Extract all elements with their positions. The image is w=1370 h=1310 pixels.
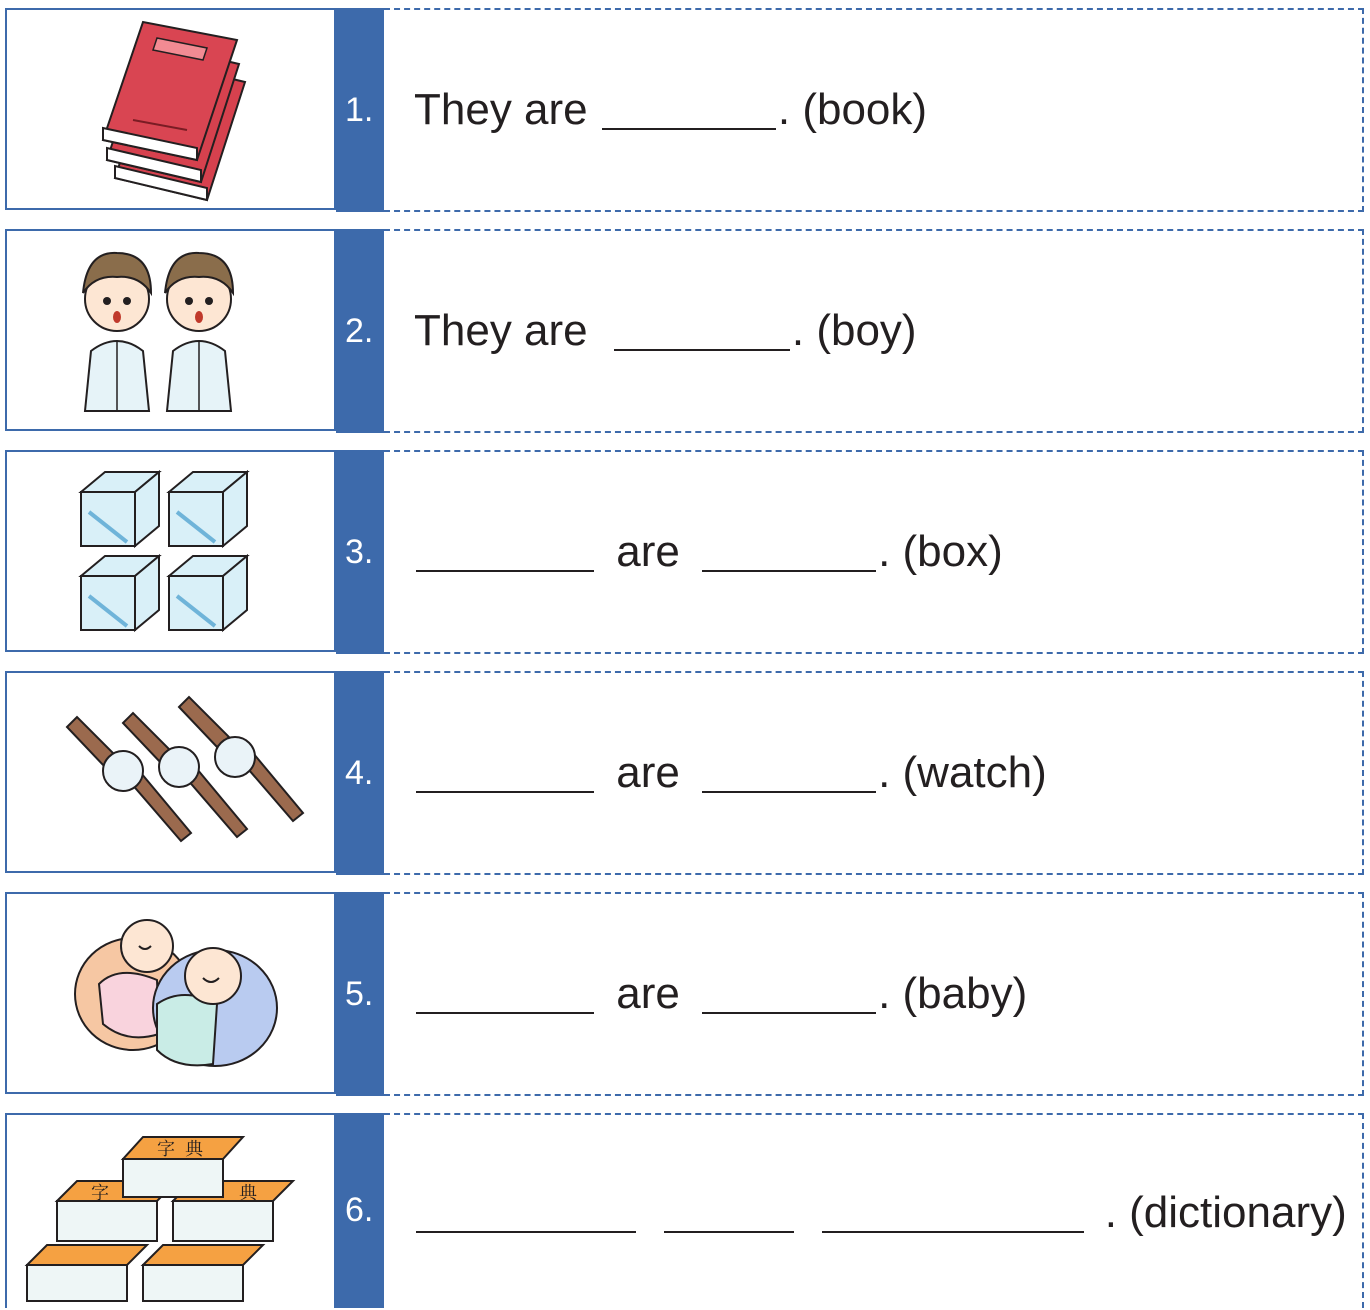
- item-number: 2.: [345, 312, 374, 350]
- answer-blank[interactable]: [416, 791, 594, 793]
- number-band: [336, 1113, 384, 1308]
- answer-blank[interactable]: [664, 1231, 794, 1233]
- books-icon: [7, 10, 334, 208]
- exercise-row-3: [0, 450, 1370, 654]
- sentence-tail: . (book): [777, 85, 928, 134]
- number-band: [336, 229, 384, 433]
- exercise-row-1: [0, 8, 1370, 212]
- sentence-tail: . (boy): [791, 306, 917, 355]
- dictionaries-icon: [7, 1115, 334, 1310]
- sentence-mid: are: [616, 527, 680, 576]
- answer-blank[interactable]: [416, 570, 594, 572]
- answer-blank[interactable]: [416, 1231, 636, 1233]
- boxes-icon: [7, 452, 334, 650]
- answer-blank[interactable]: [602, 128, 776, 130]
- sentence: [414, 231, 917, 431]
- sentence: [414, 1115, 1347, 1310]
- number-band: [336, 8, 384, 212]
- answer-blank[interactable]: [614, 349, 790, 351]
- item-number: 6.: [345, 1191, 374, 1229]
- dict-label-b: 典: [239, 1183, 257, 1204]
- item-number: 4.: [345, 754, 374, 792]
- sentence-lead: They are: [414, 85, 588, 134]
- sentence: [414, 673, 1047, 873]
- answer-panel: [384, 1113, 1364, 1308]
- answer-blank[interactable]: [702, 1012, 876, 1014]
- picture-frame: [5, 1113, 336, 1308]
- sentence-mid: are: [616, 748, 680, 797]
- answer-panel: [384, 8, 1364, 212]
- dict-label-a: 字: [157, 1139, 175, 1160]
- item-number: 5.: [345, 975, 374, 1013]
- answer-panel: [384, 229, 1364, 433]
- number-band: [336, 892, 384, 1096]
- picture-frame: [5, 450, 336, 652]
- sentence-tail: . (baby): [878, 969, 1028, 1018]
- picture-frame: [5, 229, 336, 431]
- answer-blank[interactable]: [822, 1231, 1084, 1233]
- answer-blank[interactable]: [702, 570, 876, 572]
- number-band: [336, 671, 384, 875]
- sentence-tail: . (watch): [878, 748, 1047, 797]
- picture-frame: [5, 8, 336, 210]
- exercise-row-5: [0, 892, 1370, 1096]
- sentence-mid: are: [616, 969, 680, 1018]
- dict-label-a: 字: [91, 1183, 109, 1204]
- answer-panel: [384, 671, 1364, 875]
- picture-frame: [5, 671, 336, 873]
- babies-icon: [7, 894, 334, 1092]
- watches-icon: [7, 673, 334, 871]
- sentence-lead: They are: [414, 306, 588, 355]
- picture-frame: [5, 892, 336, 1094]
- number-band: [336, 450, 384, 654]
- exercise-row-6: [0, 1113, 1370, 1308]
- answer-blank[interactable]: [416, 1012, 594, 1014]
- item-number: 1.: [345, 91, 374, 129]
- boys-icon: [7, 231, 334, 429]
- exercise-row-2: [0, 229, 1370, 433]
- sentence: [414, 10, 927, 210]
- answer-blank[interactable]: [702, 791, 876, 793]
- exercise-row-4: [0, 671, 1370, 875]
- answer-panel: [384, 450, 1364, 654]
- sentence: [414, 894, 1027, 1094]
- item-number: 3.: [345, 533, 374, 571]
- dict-label-b: 典: [185, 1139, 203, 1160]
- sentence: [414, 452, 1003, 652]
- sentence-tail: . (box): [878, 527, 1003, 576]
- answer-panel: [384, 892, 1364, 1096]
- sentence-tail: . (dictionary): [1104, 1188, 1347, 1237]
